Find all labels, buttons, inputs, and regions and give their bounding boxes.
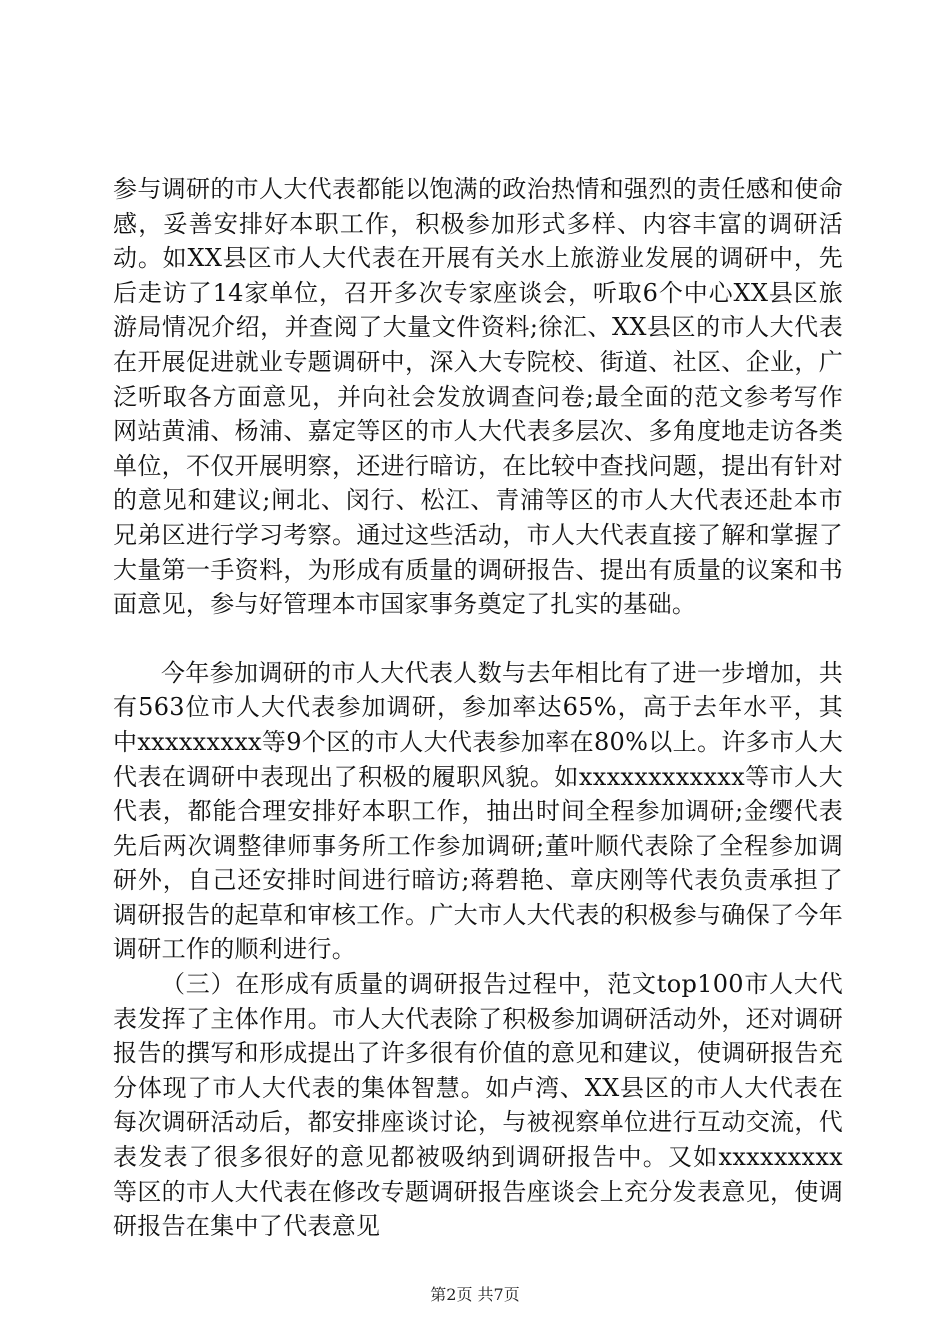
paragraph-3: （三）在形成有质量的调研报告过程中，范文top100市人大代表发挥了主体作用。市人大代表除了积极参加调研活动外，还对调研报告的撰写和形成提出了许多很有价值的意见和建议，使调研报告充分体现了市人大代表的集体智慧。如卢湾、XX县区的市人大代表在每次调研活动后，都安排座谈讨论，与被视察单位进行互动交流，代表发表了很多很好的意见都被吸纳到调研报告中。又如xxxxxxxxx等区的市人大代表在修改专题调研报告座谈会上充分发表意见，使调研报告在集中了代表意见: [113, 970, 843, 1241]
document-body: [113, 172, 843, 1244]
paragraph-2: 今年参加调研的市人大代表人数与去年相比有了进一步增加，共有563位市人大代表参加调研，参加率达65%，高于去年水平，其中xxxxxxxxx等9个区的市人大代表参加率在80%以上。许多市人大代表在调研中表现出了积极的履职风貌。如xxxxxxxxxxxx等市人大代表，都能合理安排好本职工作，抽出时间全程参加调研;金缨代表先后两次调整律师事务所工作参加调研;董叶顺代表除了全程参加调研外，自己还安排时间进行暗访;蒋碧艳、章庆刚等代表负责承担了调研报告的起草和审核工作。广大市人大代表的积极参与确保了今年调研工作的顺利进行。: [113, 658, 843, 964]
page-number-footer: 第2页 共7页: [430, 1285, 520, 1304]
paragraph-1: 参与调研的市人大代表都能以饱满的政治热情和强烈的责任感和使命感，妥善安排好本职工作，积极参加形式多样、内容丰富的调研活动。如XX县区市人大代表在开展有关水上旅游业发展的调研中，先后走访了14家单位，召开多次专家座谈会，听取6个中心XX县区旅游局情况介绍，并查阅了大量文件资料;徐汇、XX县区的市人大代表在开展促进就业专题调研中，深入大专院校、街道、社区、企业，广泛听取各方面意见，并向社会发放调查问卷;最全面的范文参考写作网站黄浦、杨浦、嘉定等区的市人大代表多层次、多角度地走访各类单位，不仅开展明察，还进行暗访，在比较中查找问题，提出有针对的意见和建议;闸北、闵行、松江、青浦等区的市人大代表还赴本市兄弟区进行学习考察。通过这些活动，市人大代表直接了解和掌握了大量第一手资料，为形成有质量的调研报告、提出有质量的议案和书面意见，参与好管理本市国家事务奠定了扎实的基础。: [113, 175, 843, 619]
